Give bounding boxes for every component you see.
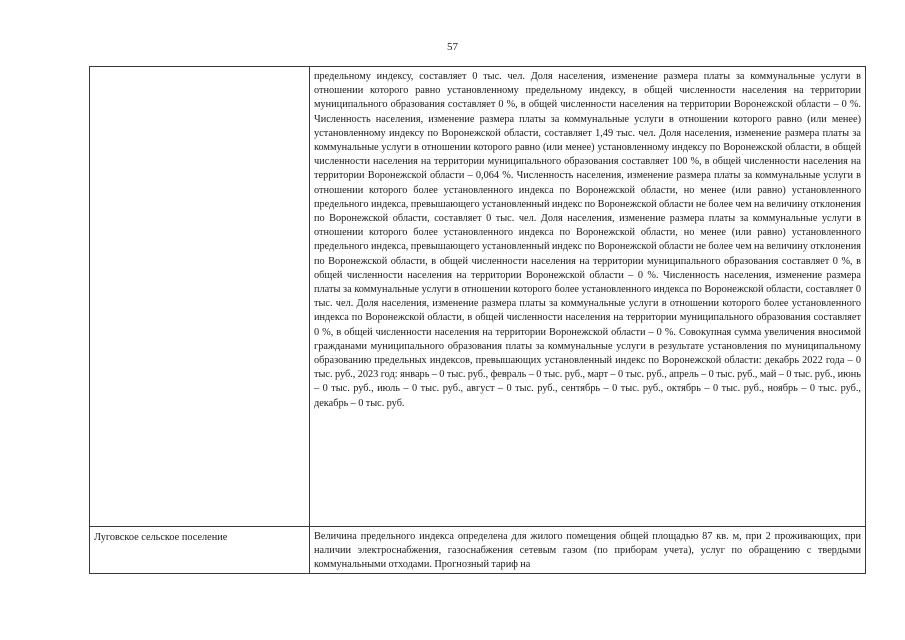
description-cell xyxy=(310,527,866,574)
description-text: предельному индексу, составляет 0 тыс. чел. Доля населения, изменение размера платы за коммунальные услуги в отношении которого равно установленному предельному индексу, в общей численности населения на территории муниципального образования составляет 0 %, в общей численности населения на территории Воронежской области – 0 %. Численность населения, изменение размера платы за коммунальные услуги в отношении которого равно (или менее) установленному индексу по Воронежской области, составляет 1,49 тыс. чел. Доля населения, изменение размера платы за коммунальные услуги в отношении которого равно (или менее) установленному индексу по Воронежской области, в общей численности населения на территории муниципального образования составляет 100 %, в общей численности населения на территории Воронежской области – 0,064 %. Численность населения, изменение размера платы за коммунальные услуги в отношении которого более установленного индекса по Воронежской области, но менее (или равно) установленного предельного индекса, превышающего установленный индекс по Воронежской области не более чем на величину отклонения по Воронежской области, составляет 0 тыс. чел. Доля населения, изменение размера платы за коммунальные услуги в отношении которого более установленного индекса по Воронежской области, но менее (или равно) установленного предельного индекса, превышающего установленный индекс по Воронежской области не более чем на величину отклонения по Воронежской области, в общей численности населения на территории муниципального образования составляет 0 %, в общей численности населения на территории Воронежской области – 0 %. Численность населения, изменение размера платы за коммунальные услуги в отношении которого более установленного индекса по Воронежской области, составляет 0 тыс. чел. Доля населения, изменение размера платы за коммунальные услуги в отношении которого более установленного индекса по Воронежской области, в общей численности населения на территории муниципального образования составляет 0 %, в общей численности населения на территории Воронежской области – 0 %. Совокупная сумма увеличения вносимой гражданами муниципального образования платы за коммунальные услуги в результате установления по муниципальному образованию предельных индексов, превышающих установленный индекс по Воронежской области: декабрь 2022 года – 0 тыс. руб., 2023 год: январь – 0 тыс. руб., февраль – 0 тыс. руб., март – 0 тыс. руб., апрель – 0 тыс. руб., май – 0 тыс. руб., июнь – 0 тыс. руб., июль – 0 тыс. руб., август – 0 тыс. руб., сентябрь – 0 тыс. руб., октябрь – 0 тыс. руб., ноябрь – 0 тыс. руб., декабрь – 0 тыс. руб. xyxy=(314,71,861,409)
settlement-name xyxy=(90,67,309,71)
settlements-table xyxy=(89,66,866,574)
settlement-cell xyxy=(90,67,310,527)
table-row xyxy=(90,527,866,574)
page-number: 57 xyxy=(447,41,458,53)
settlement-name: Луговское сельское поселение xyxy=(94,532,228,543)
description-cell xyxy=(310,67,866,527)
description-text: Величина предельного индекса определена для жилого помещения общей площадью 87 кв. м, при 2 проживающих, при наличии электроснабжения, газоснабжения сетевым газом (по приборам учета), услуг по обращению с твердыми коммунальными отходами. Прогнозный тариф на xyxy=(314,531,861,571)
table-row xyxy=(90,67,866,527)
settlement-cell xyxy=(90,527,310,574)
